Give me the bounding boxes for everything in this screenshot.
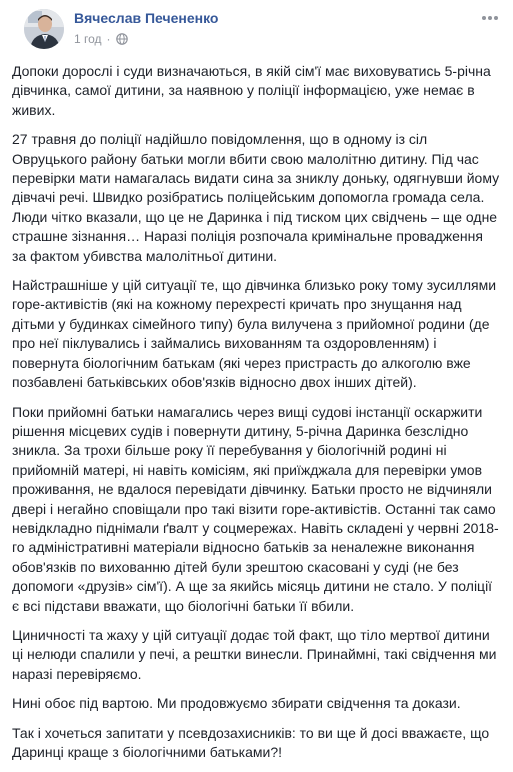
menu-dot bbox=[488, 16, 492, 20]
post-paragraph: Допоки дорослі і суди визначаються, в якій сім'ї має виховуватись 5-річна дівчинка, самої дитини, за наявною у поліції інформацією, уже немає в живих. bbox=[12, 63, 491, 118]
menu-dot bbox=[482, 16, 486, 20]
post-meta bbox=[74, 32, 128, 46]
globe-icon[interactable] bbox=[116, 33, 128, 45]
avatar-image bbox=[24, 9, 64, 49]
meta-separator: · bbox=[106, 32, 111, 46]
author-name[interactable]: Вячеслав Печененко bbox=[74, 10, 219, 26]
menu-dot bbox=[494, 16, 498, 20]
avatar[interactable] bbox=[24, 9, 64, 49]
post-paragraph: Найстрашніше у цій ситуації те, що дівчинка близько року тому зусиллями горе-активістів (які на кожному перехресті кричать про знущання над дітьми у будинках сімейного типу) була вилучена з прийомної родини (де про неї піклувались і займались вихованням та оздоровленням) і повернута біологічним батькам (які через пристрасть до алкоголю вже позбавлені батьківських обов'язків відносно двох інших дітей). bbox=[12, 277, 497, 391]
post-paragraph: Нині обоє під вартою. Ми продовжуємо збирати свідчення та докази. bbox=[12, 695, 461, 712]
post-paragraph: Поки прийомні батьки намагались через вищі судові інстанції оскаржити рішення місцевих судів і повернути дитину, 5-річна Даринка безслідно зникла. За трохи більше року її перебування у біологічній родині ні прийомній матері, ні навіть комісіям, які приїжджала для перевірки умов проживання, не вдалося перевідати дівчинку. Батьки просто не відчиняли двері і негайно сповіщали про такі візити горе-активістів. Останні так само невідкладно піднімали ґвалт у соцмережах. Навіть складені у червні 2018-го адміністративні матеріали відносно батьків за неналежне виконання обов'язків по вихованню дітей були зрештою скасовані у суді (не без допомоги «друзів» сім'ї). А ще за якийсь місяць дитини не стало. У поліції є всі підстави вважати, що біологічні батьки її вбили. bbox=[12, 403, 499, 614]
post-paragraph: Так і хочеться запитати у псевдозахисників: то ви ще й досі вважаєте, що Даринці краще з біологічними батьками?! bbox=[12, 724, 490, 760]
more-options-icon[interactable] bbox=[481, 12, 499, 24]
post-timestamp[interactable]: 1 год bbox=[74, 32, 102, 46]
post-paragraph: 27 травня до поліції надійшло повідомлення, що в одному із сіл Овруцького району батьки могли вбити свою малолітню дитину. Під час перевірки мати намагалась видати сина за зниклу доньку, одягнувши йому дівчачі речі. Швидко розібратись поліцейським допомогла громада села. Люди чітко вказали, що це не Даринка і під тиском цих свідчень – ще одне страшне зізнання… Наразі поліція розпочала кримінальне провадження за фактом убивства малолітньої дитини. bbox=[12, 131, 500, 264]
post-body bbox=[12, 62, 501, 772]
post-header bbox=[12, 0, 501, 62]
post-paragraph: Циничності та жаху у цій ситуації додає той факт, що тіло мертвої дитини ці нелюди спалили у печі, а рештки винесли. Принаймні, такі свідчення ми наразі перевіряємо. bbox=[12, 626, 497, 682]
